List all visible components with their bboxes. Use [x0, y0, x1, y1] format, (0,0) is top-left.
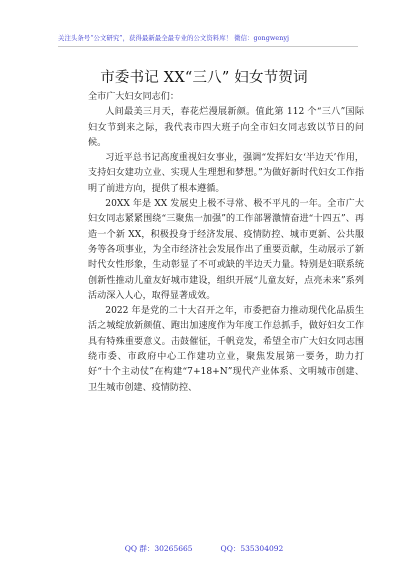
- salutation: 全市广大妇女同志们：: [88, 92, 179, 102]
- paragraph-1: 人间最美三月天，春花烂漫展新颜。值此第 112 个“三八”国际妇女节到来之际，我代表市四大班子向全市妇女同志致以节日的问候。: [88, 107, 364, 148]
- footer-qq-group: QQ 群：30265665: [124, 544, 193, 553]
- header-divider: [58, 46, 358, 47]
- document-body: [88, 90, 364, 396]
- footer-qq: QQ：535304092: [220, 544, 284, 553]
- footer-contact: [0, 543, 408, 554]
- paragraph-4: 2022 年是党的二十大召开之年，市委把奋力推动现代化品质生活之城绽放新颜值、跑出加速度作为年度工作总抓手，做好妇女工作具有特殊重要意义。击鼓催征，千帆竞发，希望全市广大妇女同志围绕市委、市政府中心工作建功立业，聚焦发展第一要务，助力打好“十个主动仗”在构建“7+18+N”现代产业体系、文明城市创建、卫生城市创建、疫情防控、: [88, 306, 364, 393]
- header-notice: 关注头条号“公文研究”，获得最新最全最专业的公文资料库！ 微信：gongwenyj: [58, 34, 290, 42]
- paragraph-3: 20XX 年是 XX 发展史上极不寻常、极不平凡的一年。全市广大妇女同志紧紧围绕“三聚焦一加强”的工作部署激情奋进“十四五”、再造一个新 XX，积极投身于经济发展、疫情防控、城市更新、公共服务等各项事业，为全市经济社会发展作出了重要贡献，生动展示了新时代女性形象，生动彰显了不可或缺的半边天力量。特别是妇联系统创新性推动儿童友好城市建设，组织开展“儿童友好，点亮未来”系列活动深入人心，取得显著成效。: [88, 199, 364, 301]
- paragraph-2: 习近平总书记高度重视妇女事业，强调“发挥妇女‘半边天’作用，支持妇女建功立业、实现人生理想和梦想。”为做好新时代妇女工作指明了前进方向，提供了根本遵循。: [88, 153, 364, 194]
- document-title: 市委书记 XX“三八” 妇女节贺词: [100, 70, 308, 86]
